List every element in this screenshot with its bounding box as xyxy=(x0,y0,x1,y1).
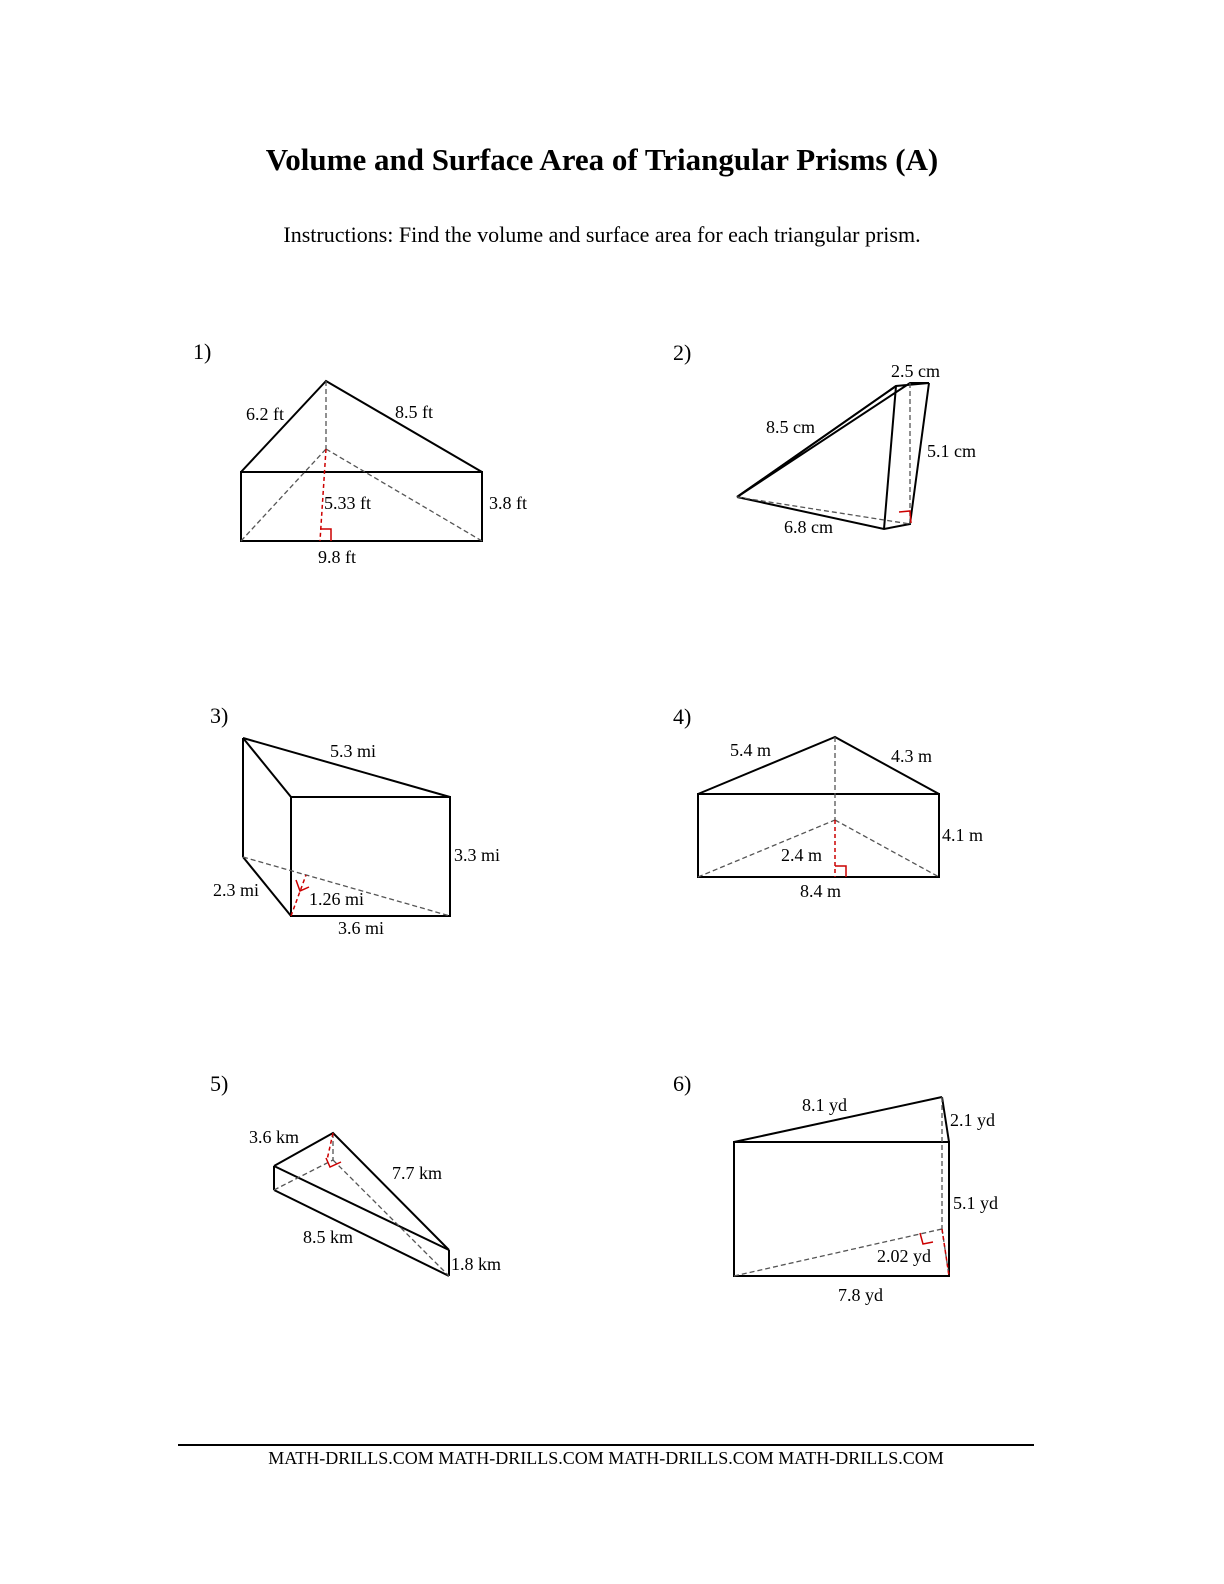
instructions: Instructions: Find the volume and surface area for each triangular prism. xyxy=(283,222,921,247)
p1-label-side-right: 8.5 ft xyxy=(395,402,433,422)
page-title: Volume and Surface Area of Triangular Prisms (A) xyxy=(265,142,939,177)
problem-4-number: 4) xyxy=(673,704,692,729)
p2-label-base: 6.8 cm xyxy=(784,517,833,537)
problem-6-number: 6) xyxy=(673,1071,692,1096)
p4-label-height: 2.4 m xyxy=(781,845,823,865)
p1-label-base: 9.8 ft xyxy=(318,547,356,567)
problem-1-number: 1) xyxy=(193,339,212,364)
p3-label-base: 3.6 mi xyxy=(338,918,385,938)
problem-2-number: 2) xyxy=(673,340,692,365)
p5-label-side-top: 3.6 km xyxy=(249,1127,300,1147)
p2-label-side-top: 8.5 cm xyxy=(766,417,815,437)
p6-label-base: 7.8 yd xyxy=(838,1285,883,1305)
p1-label-length: 3.8 ft xyxy=(489,493,527,513)
p6-label-side-top: 8.1 yd xyxy=(802,1095,847,1115)
p3-label-side-left: 2.3 mi xyxy=(213,880,260,900)
p6-label-height: 5.1 yd xyxy=(953,1193,998,1213)
p4-label-side-left: 5.4 m xyxy=(730,740,772,760)
problem-5-number: 5) xyxy=(210,1071,229,1096)
p3-label-triangle-height: 1.26 mi xyxy=(309,889,365,909)
p5-label-side-right: 7.7 km xyxy=(392,1163,443,1183)
p3-label-side-top: 5.3 mi xyxy=(330,741,377,761)
p6-label-side-right: 2.1 yd xyxy=(950,1110,995,1130)
p6-label-triangle-height: 2.02 yd xyxy=(877,1246,931,1266)
footer-divider xyxy=(178,1444,1034,1446)
p4-label-length: 4.1 m xyxy=(942,825,984,845)
prism-2-figure xyxy=(737,383,929,529)
p5-label-length: 8.5 km xyxy=(303,1227,354,1247)
p2-label-height: 5.1 cm xyxy=(927,441,976,461)
prism-5-figure xyxy=(274,1133,449,1276)
p1-label-height: 5.33 ft xyxy=(324,493,371,513)
footer-text: MATH-DRILLS.COM MATH-DRILLS.COM MATH-DRILLS.COM MATH-DRILLS.COM xyxy=(268,1448,944,1468)
problem-3-number: 3) xyxy=(210,703,229,728)
p2-label-length: 2.5 cm xyxy=(891,361,940,381)
p4-label-base: 8.4 m xyxy=(800,881,842,901)
p4-label-side-right: 4.3 m xyxy=(891,746,933,766)
p1-label-side-left: 6.2 ft xyxy=(246,404,284,424)
p5-label-height: 1.8 km xyxy=(451,1254,502,1274)
p3-label-height: 3.3 mi xyxy=(454,845,501,865)
